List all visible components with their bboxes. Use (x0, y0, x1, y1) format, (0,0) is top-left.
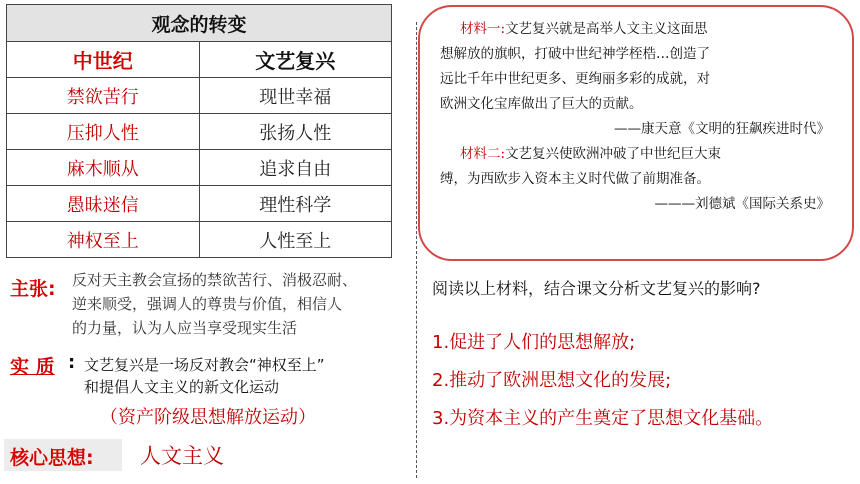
hexin-value: 人文主义 (140, 444, 224, 468)
medieval-cell: 麻木顺从 (7, 150, 200, 186)
materials-box (418, 5, 854, 261)
medieval-cell: 愚昧迷信 (7, 186, 200, 222)
shizhi-colon: : (68, 352, 76, 373)
table-row (7, 150, 392, 186)
material-2-line: 缚，为西欧步入资本主义时代做了前期准备。 (440, 171, 710, 187)
hexin-label: 核心思想: (10, 447, 94, 469)
column-divider (416, 22, 417, 478)
material-1-text: 文艺复兴就是高举人文主义这面思 (505, 21, 708, 37)
material-2-text: 文艺复兴使欧洲冲破了中世纪巨大束 (505, 146, 722, 162)
renaissance-cell: 理性科学 (199, 186, 392, 222)
table-row (7, 78, 392, 114)
zhuzhang-label: 主张: (10, 278, 56, 300)
question-text: 阅读以上材料，结合课文分析文艺复兴的影响? (432, 279, 761, 298)
shizhi-text (84, 354, 325, 398)
table-title-row (7, 5, 392, 42)
material-1-first-line (440, 17, 830, 42)
answer-item: 3.为资本主义的产生奠定了思想文化基础。 (432, 408, 774, 429)
renaissance-cell: 张扬人性 (199, 114, 392, 150)
header-medieval: 中世纪 (7, 42, 200, 78)
header-renaissance: 文艺复兴 (199, 42, 392, 78)
medieval-cell: 压抑人性 (7, 114, 200, 150)
medieval-cell: 禁欲苦行 (7, 78, 200, 114)
zhuzhang-line: 逆来顺受，强调人的尊贵与价值，相信人 (72, 295, 343, 313)
answer-item: 2.推动了欧洲思想文化的发展; (432, 370, 672, 391)
material-2-label: 材料二: (460, 146, 506, 162)
material-2-first-line (440, 142, 830, 167)
material-1-line: 远比千年中世纪更多、更绚丽多彩的成就，对 (440, 71, 710, 87)
shizhi-label: 实 质 (10, 356, 55, 378)
zhuzhang-text (72, 268, 412, 340)
renaissance-cell: 现世幸福 (199, 78, 392, 114)
material-1-source: ——康天意《文明的狂飙疾进时代》 (614, 121, 830, 137)
renaissance-cell: 追求自由 (199, 150, 392, 186)
medieval-cell: 神权至上 (7, 222, 200, 258)
material-1-label: 材料一: (460, 21, 506, 37)
table-row (7, 222, 392, 258)
material-2-source: ———刘德斌《国际关系史》 (654, 196, 830, 212)
table-title: 观念的转变 (7, 5, 392, 42)
table-row (7, 114, 392, 150)
answer-item: 1.促进了人们的思想解放; (432, 332, 636, 353)
comparison-table (6, 4, 392, 258)
shizhi-line: 和提倡人文主义的新文化运动 (84, 378, 280, 396)
zhuzhang-line: 的力量，认为人应当享受现实生活 (72, 319, 298, 337)
table-header-row (7, 42, 392, 78)
table-row (7, 186, 392, 222)
zhuzhang-line: 反对天主教会宣扬的禁欲苦行、消极忍耐、 (72, 271, 358, 289)
material-1-line: 欧洲文化宝库做出了巨大的贡献。 (440, 96, 643, 112)
shizhi-line: 文艺复兴是一场反对教会“神权至上” (84, 356, 325, 374)
renaissance-cell: 人性至上 (199, 222, 392, 258)
material-1-line: 想解放的旗帜，打破中世纪神学桎梏…创造了 (440, 46, 710, 62)
shizhi-note: （资产阶级思想解放运动） (100, 407, 316, 428)
